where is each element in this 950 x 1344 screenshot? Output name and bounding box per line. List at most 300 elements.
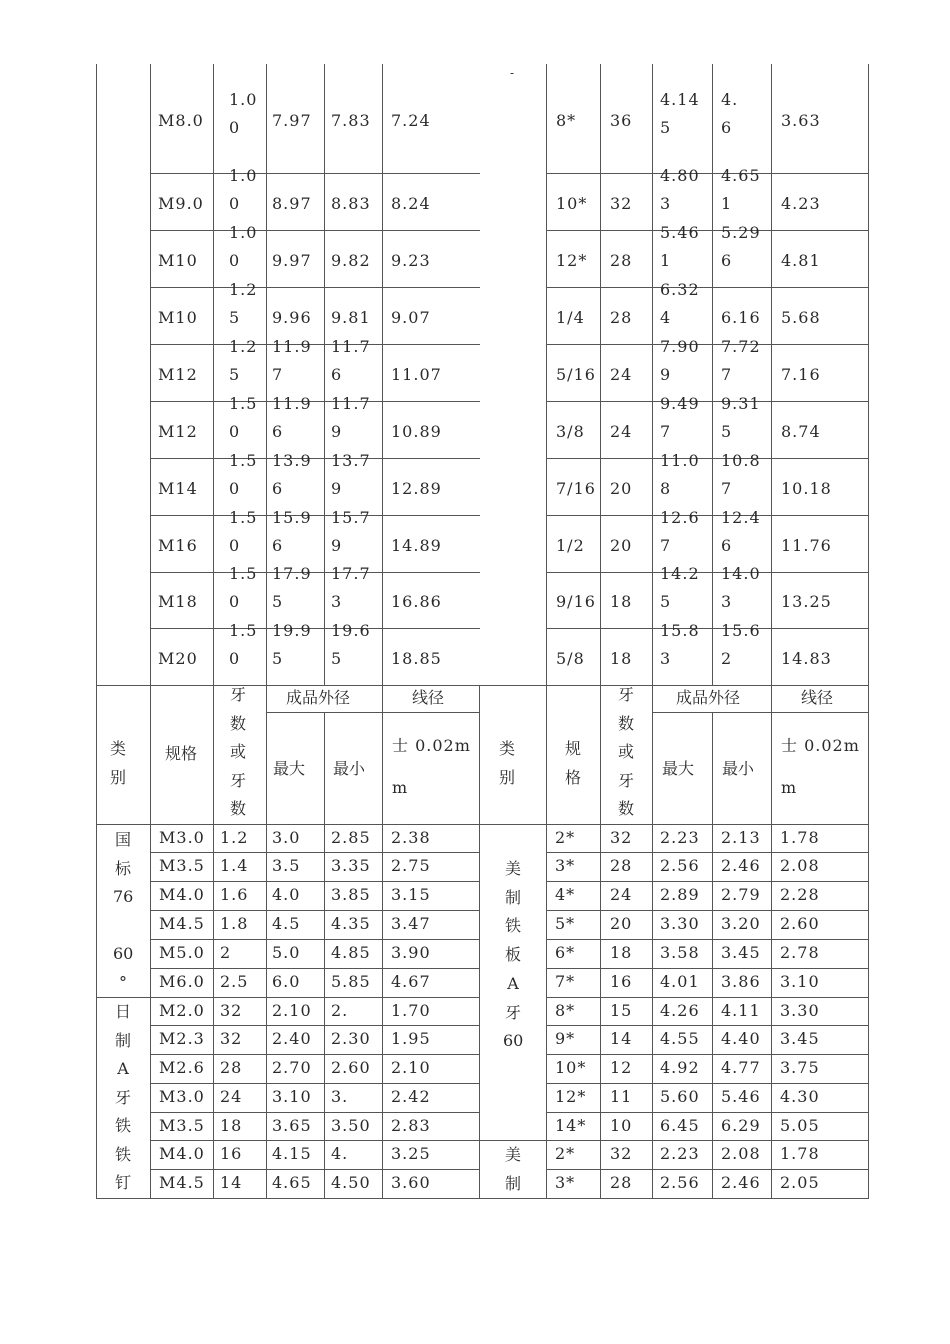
min-cell: 4.85 [331, 943, 371, 962]
max-cell: 2.40 [272, 1029, 312, 1048]
grid-line [546, 515, 869, 516]
pitch-cell: 1.8 [220, 914, 249, 933]
grid-line [652, 685, 653, 825]
us-spec-cell: 12* [556, 250, 588, 270]
spec-cell: M4.0 [159, 885, 205, 904]
us-wire-cell: 2.60 [780, 914, 820, 933]
pitch-cell: 1.4 [220, 856, 249, 875]
us-min-cell: 4.65 1 [721, 165, 761, 213]
grid-line [546, 173, 869, 174]
wire-cell: 3.47 [391, 914, 431, 933]
dash-mark: - [510, 66, 515, 80]
max-cell: 11.9 6 [272, 393, 312, 441]
grid-line [546, 1083, 869, 1084]
pitch-cell: 1.6 [220, 885, 249, 904]
grid-line [150, 173, 480, 174]
pitch-cell: 1.2 5 [229, 279, 258, 327]
wire-cell: 2.38 [391, 828, 431, 847]
us-wire-cell: 2.28 [780, 885, 820, 904]
wire-cell: 1.95 [391, 1029, 431, 1048]
grid-line [150, 1169, 480, 1170]
wire-cell: 4.67 [391, 972, 431, 991]
pitch-cell: 1.0 0 [229, 222, 258, 270]
pitch-cell: 24 [220, 1087, 243, 1106]
grid-line [546, 64, 547, 686]
max-cell: 5.0 [272, 943, 301, 962]
grid-line [712, 712, 713, 825]
us-max-cell: 14.2 5 [660, 564, 700, 611]
min-cell: 13.7 9 [331, 450, 371, 498]
max-cell: 3.65 [272, 1116, 312, 1135]
max-cell: 3.0 [272, 828, 301, 847]
grid-line [150, 968, 480, 969]
us-max-cell: 12.6 7 [660, 507, 700, 555]
grid-line [546, 910, 869, 911]
grid-line [150, 685, 151, 825]
us-tpi-cell: 20 [610, 914, 633, 933]
us-min-cell: 5.46 [721, 1087, 761, 1106]
grid-line [150, 287, 480, 288]
wire-diameter-header: 线径 [412, 688, 445, 707]
grid-line [150, 1140, 480, 1141]
min-cell: 4.35 [331, 914, 371, 933]
max-cell: 2.10 [272, 1001, 312, 1020]
us-min-cell: 14.0 3 [721, 564, 761, 611]
us-wire-cell: 7.16 [781, 364, 821, 384]
us-spec-cell: 14* [555, 1116, 587, 1135]
us-min-cell: 2.08 [721, 1144, 761, 1163]
max-cell: 4.15 [272, 1144, 312, 1163]
pitch-cell: 28 [220, 1058, 243, 1077]
us-min-cell: 2.13 [721, 828, 761, 847]
us-min-cell: 9.31 5 [721, 393, 761, 441]
outer-diameter-header-right: 成品外径 [676, 688, 741, 707]
min-cell: 15.7 9 [331, 507, 371, 555]
grid-line [546, 230, 869, 231]
us-tpi-cell: 18 [610, 943, 633, 962]
category-us: 美 制 [504, 1145, 521, 1193]
grid-line [150, 458, 480, 459]
spec-cell: M5.0 [159, 943, 205, 962]
grid-line [96, 1198, 869, 1199]
wire-cell: 9.23 [391, 250, 431, 270]
us-max-cell: 6.32 4 [660, 279, 700, 327]
grid-line [868, 64, 869, 686]
us-tpi-cell: 24 [610, 885, 633, 904]
us-spec-cell: 10* [555, 1058, 587, 1077]
us-max-cell: 2.89 [660, 885, 700, 904]
wire-cell: 11.07 [391, 364, 442, 384]
us-spec-cell: 9* [555, 1029, 576, 1048]
us-spec-cell: 7* [555, 972, 576, 991]
us-spec-cell: 2* [555, 828, 576, 847]
us-max-cell: 4.92 [660, 1058, 700, 1077]
pitch-cell: 1.5 0 [229, 620, 258, 668]
us-wire-cell: 5.68 [781, 307, 821, 327]
us-spec-cell: 10* [556, 193, 588, 213]
spec-cell: M3.5 [159, 1116, 205, 1135]
min-cell: 2.85 [331, 828, 371, 847]
wire-cell: 16.86 [391, 592, 442, 611]
grid-line [213, 64, 214, 686]
spec-cell: M2.0 [159, 1001, 205, 1020]
category-gb: 国 标 76 60 ° [113, 830, 134, 992]
category-jis: 日 制 A 牙 铁 铁 钉 [114, 1002, 131, 1192]
wire-cell: 2.83 [391, 1116, 431, 1135]
us-tpi-cell: 20 [610, 535, 633, 555]
grid-line [150, 1112, 480, 1113]
us-max-cell: 4.26 [660, 1001, 700, 1020]
grid-line [324, 712, 325, 825]
min-cell: 8.83 [331, 193, 371, 213]
us-min-cell: 6.16 [721, 307, 761, 327]
pitch-cell: 2 [220, 943, 232, 962]
spec-cell: M16 [158, 535, 198, 555]
wire-cell: 2.42 [391, 1087, 431, 1106]
wire-cell: 14.89 [391, 535, 442, 555]
spec-cell: M8.0 [158, 110, 204, 130]
us-min-cell: 2.79 [721, 885, 761, 904]
wire-cell: 3.15 [391, 885, 431, 904]
max-cell: 11.9 7 [272, 336, 312, 384]
pitch-cell: 2.5 [220, 972, 249, 991]
grid-line [712, 64, 713, 686]
wire-cell: 8.24 [391, 193, 431, 213]
us-spec-cell: 1/2 [556, 535, 585, 555]
us-max-cell: 4.14 5 [660, 89, 700, 137]
grid-line [546, 939, 869, 940]
spec-cell: M20 [158, 648, 198, 668]
max-cell: 17.9 5 [272, 564, 312, 611]
grid-line [150, 628, 480, 629]
us-max-cell: 4.01 [660, 972, 700, 991]
spec-cell: M2.3 [159, 1029, 205, 1048]
grid-line [546, 344, 869, 345]
us-spec-cell: 5/16 [556, 364, 596, 384]
spec-cell: M4.5 [159, 914, 205, 933]
us-tpi-cell: 24 [610, 364, 633, 384]
pitch-cell: 1.2 [220, 828, 249, 847]
grid-line [266, 64, 267, 686]
us-spec-cell: 2* [555, 1144, 576, 1163]
min-cell: 4. [331, 1144, 349, 1163]
min-cell: 7.83 [331, 110, 371, 130]
max-cell: 4.65 [272, 1173, 312, 1192]
spec-cell: M3.0 [159, 1087, 205, 1106]
grid-line [771, 685, 772, 825]
us-wire-cell: 1.78 [780, 828, 820, 847]
grid-line [652, 712, 869, 713]
spec-cell: M6.0 [159, 972, 205, 991]
us-tpi-cell: 32 [610, 1144, 633, 1163]
grid-line [150, 344, 480, 345]
spec-cell: M10 [158, 307, 198, 327]
wire-cell: 12.89 [391, 478, 442, 498]
grid-line [546, 997, 869, 998]
us-min-cell: 2.46 [721, 856, 761, 875]
wire-cell: 2.10 [391, 1058, 431, 1077]
us-tpi-cell: 14 [610, 1029, 633, 1048]
min-header-right: 最小 [722, 759, 755, 778]
max-cell: 3.10 [272, 1087, 312, 1106]
us-min-cell: 2.46 [721, 1173, 761, 1192]
us-max-cell: 7.90 9 [660, 336, 700, 384]
us-max-cell: 5.60 [660, 1087, 700, 1106]
pitch-cell: 1.5 0 [229, 564, 258, 611]
us-wire-cell: 1.78 [780, 1144, 820, 1163]
us-wire-cell: 3.10 [780, 972, 820, 991]
grid-line [479, 1140, 869, 1141]
us-min-cell: 12.4 6 [721, 507, 761, 555]
grid-line [324, 64, 325, 686]
spec-cell: M10 [158, 250, 198, 270]
spec-cell: M12 [158, 421, 198, 441]
wire-cell: 1.70 [391, 1001, 431, 1020]
min-cell: 9.82 [331, 250, 371, 270]
max-cell: 4.5 [272, 914, 301, 933]
grid-line [868, 685, 869, 825]
us-min-cell: 3.86 [721, 972, 761, 991]
us-tpi-cell: 32 [610, 828, 633, 847]
us-spec-cell: 8* [556, 110, 577, 130]
us-max-cell: 2.56 [660, 856, 700, 875]
min-cell: 5.85 [331, 972, 371, 991]
us-wire-cell: 3.30 [780, 1001, 820, 1020]
grid-line [96, 64, 97, 686]
us-spec-cell: 1/4 [556, 307, 585, 327]
wire-cell: 2.75 [391, 856, 431, 875]
max-cell: 4.0 [272, 885, 301, 904]
us-tpi-cell: 28 [610, 250, 633, 270]
category-header-right: 类 别 [498, 739, 515, 787]
pitch-cell: 32 [220, 1029, 243, 1048]
grid-line [546, 1112, 869, 1113]
wire-cell: 3.90 [391, 943, 431, 962]
us-wire-cell: 2.78 [780, 943, 820, 962]
min-cell: 19.6 5 [331, 620, 371, 668]
grid-line [96, 824, 869, 825]
category-us-sheet: 美 制 铁 板 A 牙 60 [503, 859, 524, 1051]
us-max-cell: 9.49 7 [660, 393, 700, 441]
grid-line [96, 685, 97, 825]
us-tpi-cell: 15 [610, 1001, 633, 1020]
grid-line [150, 910, 480, 911]
min-cell: 4.50 [331, 1173, 371, 1192]
grid-line [150, 572, 480, 573]
us-min-cell: 10.8 7 [721, 450, 761, 498]
us-min-cell: 7.72 7 [721, 336, 761, 384]
grid-line [266, 712, 480, 713]
min-cell: 2. [331, 1001, 349, 1020]
us-spec-cell: 6* [555, 943, 576, 962]
grid-line [96, 997, 480, 998]
grid-line [150, 1083, 480, 1084]
grid-line [546, 852, 869, 853]
spec-cell: M4.0 [159, 1144, 205, 1163]
grid-line [150, 852, 480, 853]
grid-line [150, 515, 480, 516]
min-header: 最小 [333, 759, 366, 778]
us-max-cell: 2.23 [660, 1144, 700, 1163]
grid-line [546, 881, 869, 882]
grid-line [546, 401, 869, 402]
grid-line [150, 64, 151, 686]
us-tpi-cell: 24 [610, 421, 633, 441]
spec-header: 规格 [165, 744, 198, 763]
us-max-cell: 3.30 [660, 914, 700, 933]
us-wire-cell: 3.63 [781, 110, 821, 130]
grid-line [546, 1025, 869, 1026]
grid-line [96, 824, 97, 1199]
us-wire-cell: 3.45 [780, 1029, 820, 1048]
min-cell: 2.60 [331, 1058, 371, 1077]
wire-cell: 3.25 [391, 1144, 431, 1163]
wire-cell: 9.07 [391, 307, 431, 327]
grid-line [546, 572, 869, 573]
us-max-cell: 15.8 3 [660, 620, 700, 668]
grid-line [546, 628, 869, 629]
grid-line [213, 685, 214, 825]
grid-line [546, 968, 869, 969]
grid-line [150, 881, 480, 882]
us-wire-cell: 10.18 [781, 478, 832, 498]
max-cell: 2.70 [272, 1058, 312, 1077]
grid-line [546, 1169, 869, 1170]
outer-diameter-header: 成品外径 [286, 688, 351, 707]
us-wire-cell: 8.74 [781, 421, 821, 441]
pitch-cell: 1.5 0 [229, 450, 258, 498]
max-cell: 6.0 [272, 972, 301, 991]
us-spec-cell: 3* [555, 1173, 576, 1192]
grid-line [600, 64, 601, 686]
us-tpi-cell: 28 [610, 1173, 633, 1192]
min-cell: 17.7 3 [331, 564, 371, 611]
spec-cell: M2.6 [159, 1058, 205, 1077]
min-cell: 3.85 [331, 885, 371, 904]
spec-cell: M14 [158, 478, 198, 498]
max-cell: 7.97 [272, 110, 312, 130]
min-cell: 9.81 [331, 307, 371, 327]
max-cell: 15.9 6 [272, 507, 312, 555]
us-spec-cell: 3/8 [556, 421, 585, 441]
grid-line [546, 287, 869, 288]
max-cell: 13.9 6 [272, 450, 312, 498]
us-spec-cell: 5* [555, 914, 576, 933]
us-tpi-cell: 28 [610, 856, 633, 875]
pitch-cell: 14 [220, 1173, 243, 1192]
us-wire-cell: 3.75 [780, 1058, 820, 1077]
us-max-cell: 5.46 1 [660, 222, 700, 270]
tolerance-header: 士 0.02m m [392, 736, 471, 797]
spec-cell: M3.0 [159, 828, 205, 847]
spec-header-right: 规 格 [564, 739, 581, 787]
us-min-cell: 15.6 2 [721, 620, 761, 668]
min-cell: 2.30 [331, 1029, 371, 1048]
us-max-cell: 6.45 [660, 1116, 700, 1135]
grid-line [266, 685, 267, 825]
grid-line [479, 685, 480, 825]
us-max-cell: 2.56 [660, 1173, 700, 1192]
us-min-cell: 3.20 [721, 914, 761, 933]
pitch-cell: 32 [220, 1001, 243, 1020]
us-wire-cell: 11.76 [781, 535, 832, 555]
us-max-cell: 3.58 [660, 943, 700, 962]
grid-line [382, 64, 383, 686]
grid-line [546, 685, 547, 825]
max-cell: 9.96 [272, 307, 312, 327]
max-header: 最大 [273, 759, 306, 778]
grid-line [546, 458, 869, 459]
wire-cell: 3.60 [391, 1173, 431, 1192]
us-wire-cell: 4.23 [781, 193, 821, 213]
wire-cell: 18.85 [391, 648, 442, 668]
min-cell: 11.7 9 [331, 393, 371, 441]
grid-line [546, 1054, 869, 1055]
us-max-cell: 4.80 3 [660, 165, 700, 213]
us-min-cell: 4.40 [721, 1029, 761, 1048]
grid-line [150, 939, 480, 940]
us-spec-cell: 3* [555, 856, 576, 875]
pitch-cell: 1.2 5 [229, 336, 258, 384]
spec-cell: M3.5 [159, 856, 205, 875]
min-cell: 3.35 [331, 856, 371, 875]
grid-line [96, 685, 869, 686]
us-min-cell: 6.29 [721, 1116, 761, 1135]
teeth-header: 牙 数 或 牙 数 [229, 685, 246, 818]
us-tpi-cell: 18 [610, 592, 633, 611]
us-min-cell: 4.11 [721, 1001, 761, 1020]
us-spec-cell: 12* [555, 1087, 587, 1106]
us-spec-cell: 8* [555, 1001, 576, 1020]
us-tpi-cell: 28 [610, 307, 633, 327]
spec-cell: M18 [158, 592, 198, 611]
tolerance-header-right: 士 0.02m m [781, 736, 860, 797]
us-max-cell: 2.23 [660, 828, 700, 847]
us-wire-cell: 5.05 [780, 1116, 820, 1135]
us-wire-cell: 2.05 [780, 1173, 820, 1192]
pitch-cell: 1.5 0 [229, 507, 258, 555]
max-header-right: 最大 [662, 759, 695, 778]
us-wire-cell: 13.25 [781, 592, 832, 611]
us-tpi-cell: 16 [610, 972, 633, 991]
grid-line [150, 230, 480, 231]
us-tpi-cell: 20 [610, 478, 633, 498]
us-min-cell: 3.45 [721, 943, 761, 962]
us-tpi-cell: 10 [610, 1116, 633, 1135]
max-cell: 19.9 5 [272, 620, 312, 668]
spec-cell: M12 [158, 364, 198, 384]
wire-diameter-header-right: 线径 [801, 688, 834, 707]
pitch-cell: 16 [220, 1144, 243, 1163]
spec-cell: M9.0 [158, 193, 204, 213]
grid-line [150, 1054, 480, 1055]
teeth-header-right: 牙 数 或 牙 数 [617, 685, 634, 818]
wire-cell: 10.89 [391, 421, 442, 441]
us-spec-cell: 7/16 [556, 478, 596, 498]
pitch-cell: 1.0 0 [229, 89, 258, 137]
us-spec-cell: 5/8 [556, 648, 585, 668]
wire-cell: 7.24 [391, 110, 431, 130]
pitch-cell: 1.0 0 [229, 165, 258, 213]
grid-line [600, 685, 601, 825]
pitch-cell: 1.5 0 [229, 393, 258, 441]
us-tpi-cell: 32 [610, 193, 633, 213]
us-spec-cell: 9/16 [556, 592, 596, 611]
us-tpi-cell: 12 [610, 1058, 633, 1077]
min-cell: 11.7 6 [331, 336, 371, 384]
us-tpi-cell: 36 [610, 110, 633, 130]
pitch-cell: 18 [220, 1116, 243, 1135]
